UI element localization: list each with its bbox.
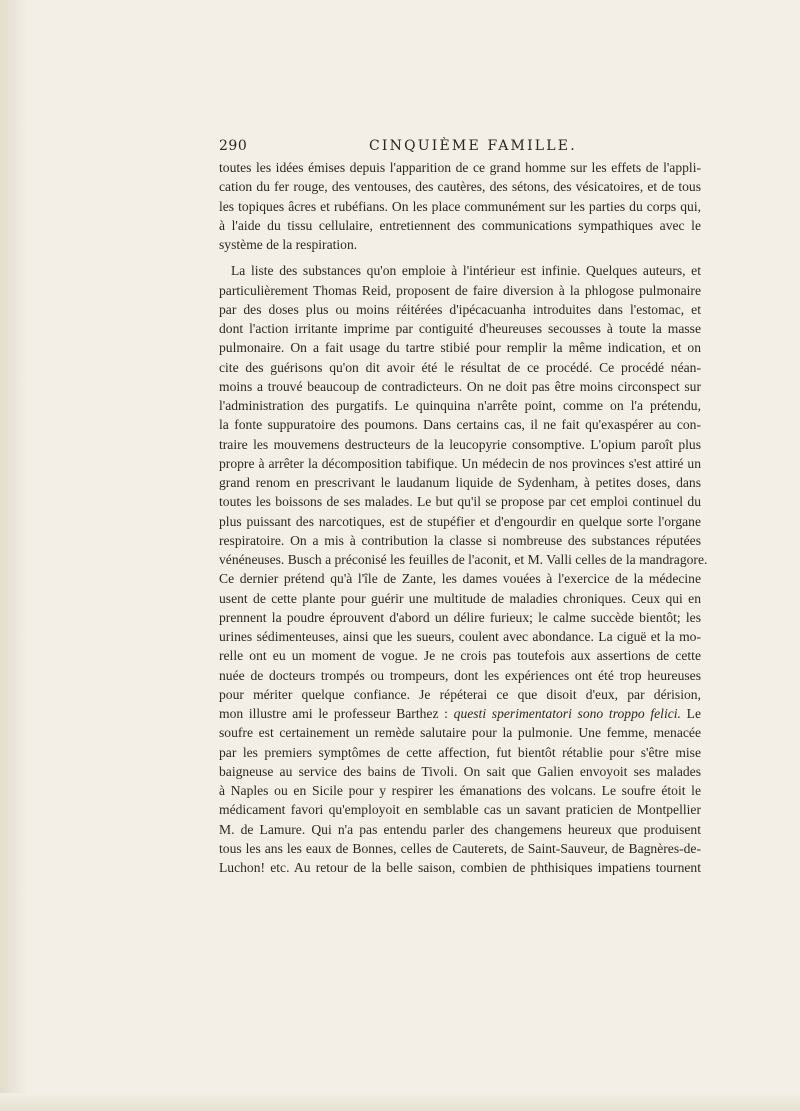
text-line: cite des guérisons qu'on dit avoir été le résultat de ce procédé. Ce procédé néan- bbox=[219, 359, 701, 375]
text-line: usent de cette plante pour guérir une multitude de maladies chroniques. Ceux qui en bbox=[219, 590, 701, 606]
italian-quote: questi sperimentatori sono troppo felici. bbox=[453, 706, 681, 721]
text-line: toutes les boissons de ses malades. Le but qu'il se propose par cet emploi continuel du bbox=[219, 494, 701, 510]
paragraph-1 bbox=[219, 158, 701, 254]
text-line: à l'aide du tissu cellulaire, entretiennent des communications sympathiques avec le bbox=[219, 217, 701, 233]
quote-lead-text: mon illustre ami le professeur Barthez : bbox=[219, 706, 454, 721]
text-line: les topiques âcres et rubéfians. On les place communément sur les parties du corps qui, bbox=[219, 198, 701, 214]
text-line: par des doses plus ou moins réitérées d'ipécacuanha introduites dans l'estomac, et bbox=[219, 301, 701, 317]
page-header bbox=[219, 138, 701, 160]
text-line: propre à arrêter la décomposition tabifique. Un médecin de nos provinces s'est attiré un bbox=[219, 455, 701, 471]
text-line: toutes les idées émises depuis l'apparition de ce grand homme sur les effets de l'appli- bbox=[219, 160, 701, 175]
text-line: traire les mouvemens destructeurs de la leucopyrie consomptive. L'opium paroît plus bbox=[219, 436, 701, 452]
text-line: relle ont eu un moment de vogue. Je ne crois pas toutefois aux assertions de cette bbox=[219, 648, 701, 664]
text-line: particulièrement Thomas Reid, proposent de faire diversion à la phlogose pulmonaire bbox=[219, 282, 701, 298]
text-line: urines sédimenteuses, ainsi que les sueurs, coulent avec abondance. La ciguë et la mo- bbox=[219, 629, 701, 644]
page-number: 290 bbox=[219, 138, 248, 154]
body-text bbox=[219, 158, 708, 877]
text-line: vénéneuses. Busch a préconisé les feuilles de l'aconit, et M. Valli celles de la mandragore. bbox=[219, 552, 708, 567]
text-line: soufre est certainement un remède salutaire pour la pulmonie. Une femme, menacée bbox=[219, 725, 701, 741]
text-line: la fonte suppuratoire des poumons. Dans certains cas, il ne fait qu'exaspérer au con- bbox=[219, 417, 701, 433]
page-edge-shadow bbox=[0, 0, 28, 1111]
text-line: l'administration des purgatifs. Le quinquina n'arrête point, comme on l'a prétendu, bbox=[219, 398, 701, 413]
text-line: médicament favori qu'employoit en semblable cas un savant praticien de Montpellier bbox=[219, 802, 701, 818]
text-line: respiratoire. On a mis à contribution la classe si nombreuse des substances réputées bbox=[219, 532, 701, 548]
text-line: pour mériter quelque confiance. Je répéterai ce que disoit d'eux, par dérision, bbox=[219, 686, 701, 702]
text-line: prennent la poudre éprouvent d'abord un délire furieux; le calme succède bientôt; les bbox=[219, 609, 701, 625]
paragraph-gap bbox=[219, 254, 701, 261]
text-line: pulmonaire. On a fait usage du tartre stibié pour remplir la même indication, et on bbox=[219, 340, 701, 356]
text-line: à Naples ou en Sicile pour y respirer les émanations des volcans. Le soufre étoit le bbox=[219, 783, 701, 798]
paragraph-2 bbox=[219, 261, 708, 877]
text-line: par les premiers symptômes de cette affection, fut bientôt rétablie pour s'être mise bbox=[219, 744, 701, 760]
text-line-with-quote bbox=[219, 704, 701, 723]
text-line: tous les ans les eaux de Bonnes, celles de Cauterets, de Saint-Sauveur, de Bagnères-de- bbox=[219, 840, 701, 856]
text-line: cation du fer rouge, des ventouses, des cautères, des sétons, des vésicatoires, et de tous bbox=[219, 179, 701, 195]
text-line: La liste des substances qu'on emploie à l'intérieur est infinie. Quelques auteurs, et bbox=[231, 263, 701, 279]
quote-trail-text: Le bbox=[680, 706, 701, 721]
text-line: Luchon! etc. Au retour de la belle saison, combien de phthisiques impatiens tournent bbox=[219, 860, 701, 875]
text-line: dont l'action irritante imprime par contiguité d'heureuses secousses à toute la masse bbox=[219, 321, 701, 336]
text-line: système de la respiration. bbox=[219, 237, 358, 252]
text-line: M. de Lamure. Qui n'a pas entendu parler des changemens heureux que produisent bbox=[219, 821, 701, 837]
text-line: grand renom en prescrivant le laudanum liquide de Sydenham, à petites doses, dans bbox=[219, 475, 701, 490]
text-line: plus puissant des narcotiques, est de stupéfier et d'engourdir en quelque sorte l'organe bbox=[219, 513, 701, 529]
running-title: CINQUIÈME FAMILLE. bbox=[369, 138, 577, 154]
text-line: nuée de docteurs trompés ou trompeurs, dont les expériences ont été trop heureuses bbox=[219, 667, 701, 683]
text-line: Ce dernier prétend qu'à l'île de Zante, les dames vouées à l'exercice de la médecine bbox=[219, 571, 701, 587]
text-line: moins a trouvé beaucoup de contradicteurs. On ne doit pas être moins circonspect sur bbox=[219, 378, 701, 394]
text-line: baigneuse au service des bains de Tivoli. On sait que Galien envoyoit ses malades bbox=[219, 763, 701, 779]
page-bottom-shadow bbox=[0, 1093, 800, 1111]
